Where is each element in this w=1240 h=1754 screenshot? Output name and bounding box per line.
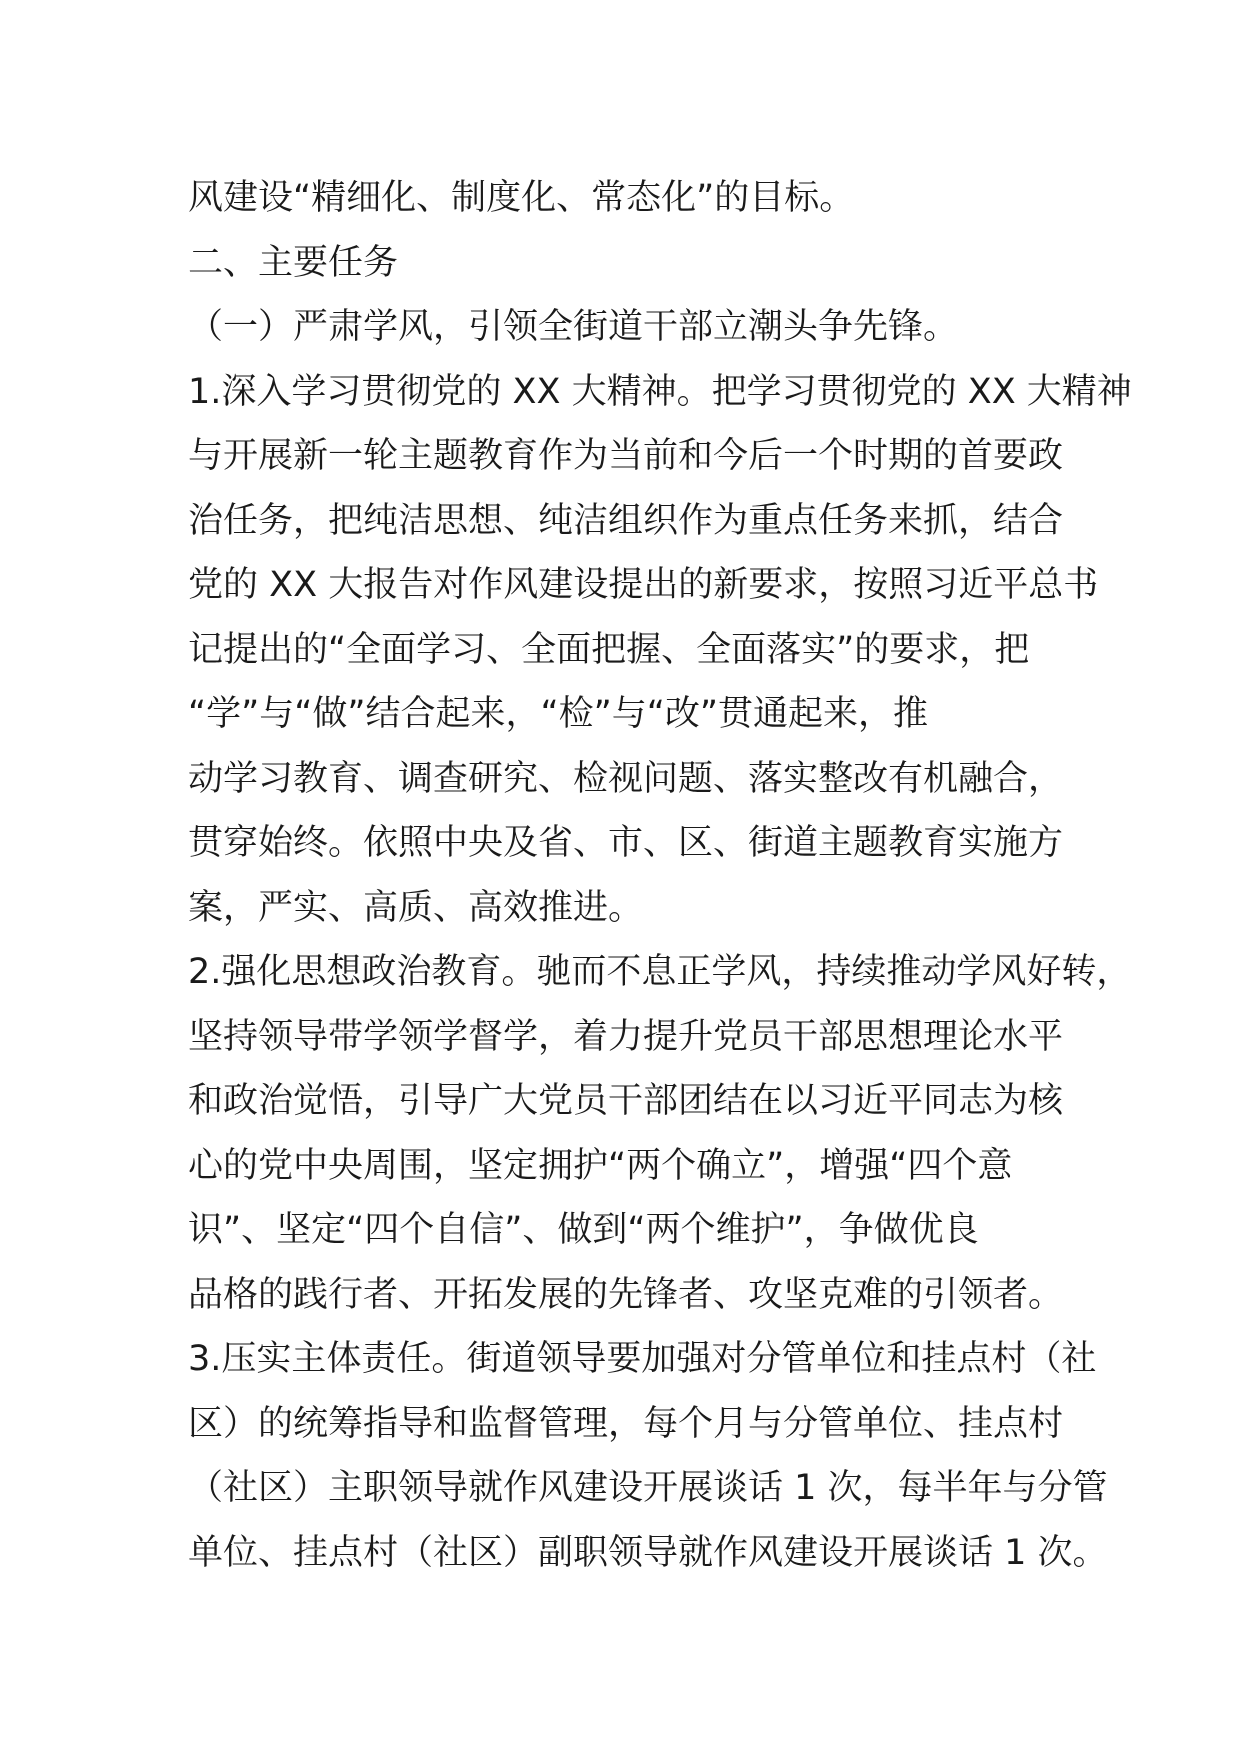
text-line: 单位、挂点村（社区）副职领导就作风建设开展谈话 1 次。 — [188, 1532, 1108, 1573]
text-line: 与开展新一轮主题教育作为当前和今后一个时期的首要政 — [188, 436, 1064, 476]
text-line: 贯穿始终。依照中央及省、市、区、街道主题教育实施方 — [188, 823, 1064, 863]
text-line: 动学习教育、调查研究、检视问题、落实整改有机融合， — [188, 758, 1064, 799]
text-line: 党的 XX 大报告对作风建设提出的新要求，按照习近平总书 — [188, 565, 1099, 605]
text-line: 心的党中央周围，坚定拥护“两个确立”，增强“四个意 — [188, 1145, 1013, 1186]
text-line: 区）的统筹指导和监督管理，每个月与分管单位、挂点村 — [188, 1403, 1064, 1444]
text-line: 记提出的“全面学习、全面把握、全面落实”的要求，把 — [188, 629, 1030, 670]
text-line: “学”与“做”结合起来，“检”与“改”贯通起来，推 — [188, 694, 929, 734]
text-line: 识”、坚定“四个自信”、做到“两个维护”，争做优良 — [188, 1210, 979, 1250]
text-line: 风建设“精细化、制度化、常态化”的目标。 — [188, 178, 855, 218]
text-line: 坚持领导带学领学督学，着力提升党员干部思想理论水平 — [188, 1016, 1064, 1057]
text-line: 1.深入学习贯彻党的 XX 大精神。把学习贯彻党的 XX 大精神 — [188, 371, 1132, 412]
text-line: 2.强化思想政治教育。驰而不息正学风，持续推动学风好转， — [188, 952, 1132, 992]
text-line: （社区）主职领导就作风建设开展谈话 1 次，每半年与分管 — [188, 1468, 1108, 1508]
subsection-heading: （一）严肃学风，引领全街道干部立潮头争先锋。 — [188, 307, 959, 347]
document-body — [188, 166, 1132, 1585]
text-line: 3.压实主体责任。街道领导要加强对分管单位和挂点村（社 — [188, 1339, 1097, 1379]
section-heading: 二、主要任务 — [188, 242, 399, 283]
text-line: 案，严实、高质、高效推进。 — [188, 887, 644, 928]
text-line: 品格的践行者、开拓发展的先锋者、攻坚克难的引领者。 — [188, 1274, 1064, 1315]
text-line: 和政治觉悟，引导广大党员干部团结在以习近平同志为核 — [188, 1081, 1064, 1121]
text-line: 治任务，把纯洁思想、纯洁组织作为重点任务来抓，结合 — [188, 500, 1064, 541]
